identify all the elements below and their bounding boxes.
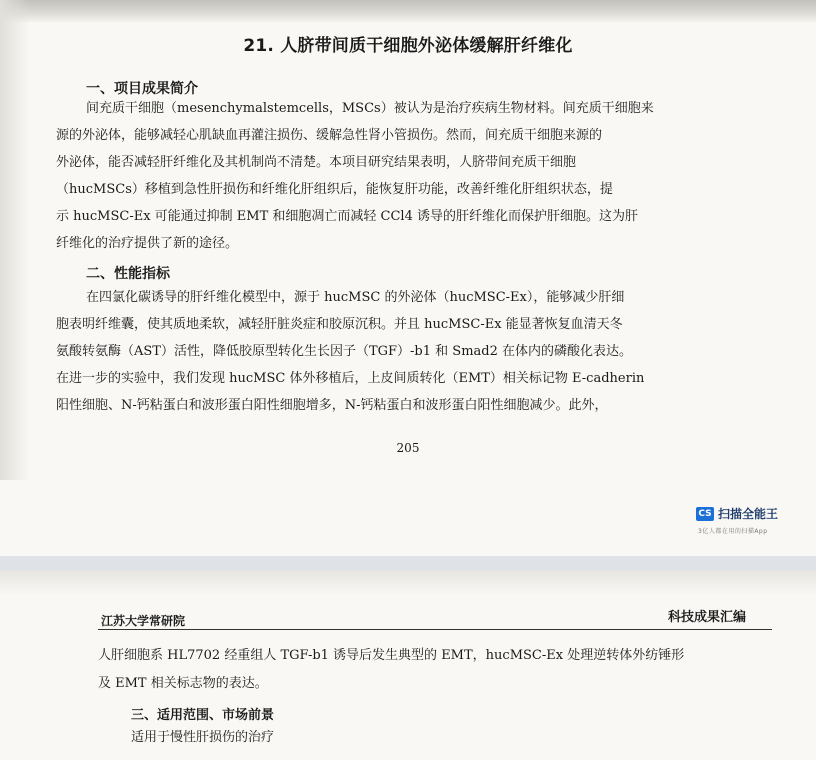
paragraph-line: 在四氯化碳诱导的肝纤维化模型中，源于 hucMSC 的外泌体（hucMSC-Ex），能够减少肝细 <box>86 290 625 305</box>
paragraph-line: 人肝细胞系 HL7702 经重组人 TGF-b1 诱导后发生典型的 EMT，hucMSC-Ex 处理逆转体外纺锤形 <box>98 648 685 663</box>
paragraph-line: 示 hucMSC-Ex 可能通过抑制 EMT 和细胞凋亡而减轻 CCl4 诱导的肝纤维化而保护肝细胞。这为肝 <box>56 209 638 224</box>
paragraph-line: 胞表明纤维囊，使其质地柔软，减轻肝脏炎症和胶原沉积。并且 hucMSC-Ex 能显著恢复血清天冬 <box>56 317 623 332</box>
paragraph-line: 间充质干细胞（mesenchymalstemcells，MSCs）被认为是治疗疾病生物材料。间充质干细胞来 <box>86 101 654 116</box>
scan-shadow-left <box>0 0 30 480</box>
scan-shadow-top <box>0 0 816 22</box>
document-page-2 <box>0 570 816 760</box>
paragraph-line: 源的外泌体，能够减轻心肌缺血再灌注损伤、缓解急性肾小管损伤。然而，间充质干细胞来源的 <box>56 128 603 143</box>
paragraph-line: 外泌体，能否减轻肝纤维化及其机制尚不清楚。本项目研究结果表明，人脐带间充质干细胞 <box>56 155 577 170</box>
paragraph-line: 阳性细胞、N-钙粘蛋白和波形蛋白阳性细胞增多，N-钙粘蛋白和波形蛋白阳性细胞减少。此外， <box>56 398 608 413</box>
paragraph-line: 适用于慢性肝损伤的治疗 <box>131 730 275 745</box>
paragraph-line: 及 EMT 相关标志物的表达。 <box>98 676 268 691</box>
section-heading-performance: 二、性能指标 <box>86 266 170 282</box>
scanner-app-watermark <box>696 505 792 539</box>
paragraph-line: （hucMSCs）移植到急性肝损伤和纤维化肝组织后，能恢复肝功能，改善纤维化肝组织状态，提 <box>56 182 613 197</box>
paragraph-line: 在进一步的实验中，我们发现 hucMSC 体外移植后，上皮间质转化（EMT）相关标记物 E-cadherin <box>56 371 645 386</box>
document-title: 21. 人脐带间质干细胞外泌体缓解肝纤维化 <box>243 36 573 56</box>
page-number: 205 <box>396 441 420 455</box>
section-heading-summary: 一、项目成果简介 <box>86 81 198 97</box>
scan-shadow-top <box>0 570 816 596</box>
running-header-left: 江苏大学常研院 <box>101 614 186 628</box>
app-tagline: 3亿人都在用的扫描App <box>698 528 768 535</box>
header-rule <box>98 629 772 630</box>
app-name: 扫描全能王 <box>718 507 779 521</box>
paragraph-line: 氨酸转氨酶（AST）活性，降低胶原型转化生长因子（TGF）-b1 和 Smad2 在体内的磷酸化表达。 <box>56 344 632 359</box>
section-heading-scope: 三、适用范围、市场前景 <box>131 708 275 723</box>
running-header-right: 科技成果汇编 <box>668 610 747 625</box>
camscanner-icon: CS <box>696 507 714 521</box>
page-separator <box>0 556 816 570</box>
paragraph-line: 纤维化的治疗提供了新的途径。 <box>56 236 239 251</box>
